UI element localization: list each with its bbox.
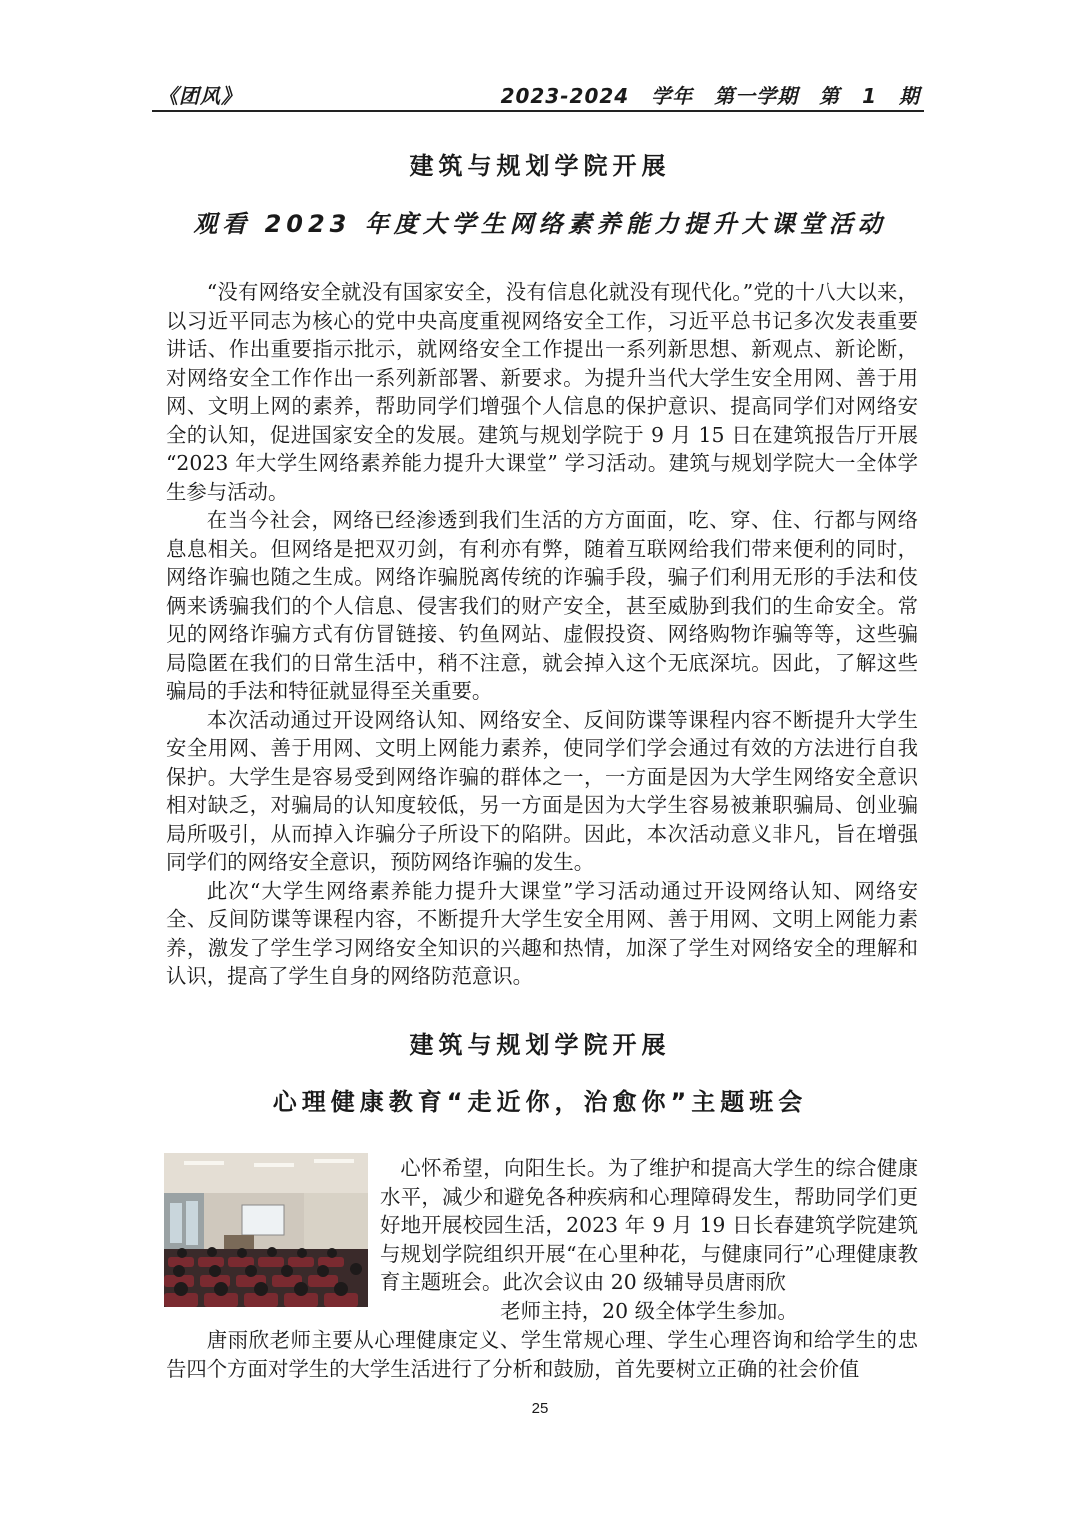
article1-paragraph: 在当今社会，网络已经渗透到我们生活的方方面面，吃、穿、住、行都与网络息息相关。但网络是把双刃剑，有利亦有弊，随着互联网给我们带来便利的同时，网络诈骗也随之生成。网络诈骗脱离传统的诈骗手段，骗子们利用无形的手法和伎俩来诱骗我们的个人信息、侵害我们的财产安全，甚至威胁到我们的生命安全。常见的网络诈骗方式有仿冒链接、钓鱼网站、虚假投资、网络购物诈骗等等，这些骗局隐匿在我们的日常生活中，稍不注意，就会掉入这个无底深坑。因此，了解这些骗局的手法和特征就显得至关重要。 — [166, 508, 918, 703]
article2-intro-paragraph: 心怀希望，向阳生长。为了维护和提高大学生的综合健康水平，减少和避免各种疾病和心理障碍发生，帮助同学们更好地开展校园生活，2023 年 9 月 19 日长春建筑学院建筑与规划学院组织开展“在心里种花，与健康同行”心理健康教育主题班会。此次会议由 20 级辅导员唐雨欣 — [380, 1156, 918, 1294]
article1-paragraph: 本次活动通过开设网络认知、网络安全、反间防谍等课程内容不断提升大学生安全用网、善于用网、文明上网能力素养，使同学们学会通过有效的方法进行自我保护。大学生是容易受到网络诈骗的群体之一，一方面是因为大学生网络安全意识相对缺乏，对骗局的认知度较低，另一方面是因为大学生容易被兼职骗局、创业骗局所吸引，从而掉入诈骗分子所设下的陷阱。因此，本次活动意义非凡，旨在增强同学们的网络安全意识，预防网络诈骗的发生。 — [166, 707, 918, 874]
page-header — [152, 80, 924, 112]
article2-title-line1: 建筑与规划学院开展 — [409, 1031, 671, 1059]
article2-intro — [380, 1154, 918, 1325]
article2-intro-last-line: 老师主持，20 级全体学生参加。 — [500, 1298, 798, 1323]
classroom-photo — [164, 1153, 368, 1307]
article1-paragraph: “没有网络安全就没有国家安全，没有信息化就没有现代化。”党的十八大以来，以习近平同志为核心的党中央高度重视网络安全工作，习近平总书记多次发表重要讲话、作出重要指示批示，就网络安全工作提出一系列新思想、新观点、新论断，对网络安全工作作出一系列新部署、新要求。为提升当代大学生安全用网、善于用网、文明上网的素养，帮助同学们增强个人信息的保护意识、提高同学们对网络安全的认知，促进国家安全的发展。建筑与规划学院于 9 月 15 日在建筑报告厅开展 “2023 年大学生网络素养能力提升大课堂” 学习活动。建筑与规划学院大一全体学生参与活动。 — [166, 280, 918, 504]
article2-paragraph: 唐雨欣老师主要从心理健康定义、学生常规心理、学生心理咨询和给学生的忠告四个方面对学生的大学生活进行了分析和鼓励，首先要树立正确的社会价值 — [166, 1328, 918, 1381]
article1-title-line1: 建筑与规划学院开展 — [409, 152, 671, 180]
article1-title-line2: 观看 2023 年度大学生网络素养能力提升大课堂活动 — [193, 210, 887, 238]
publication-name: 《团风》 — [158, 84, 242, 108]
page-number: 25 — [531, 1400, 549, 1417]
article1-paragraph: 此次“大学生网络素养能力提升大课堂”学习活动通过开设网络认知、网络安全、反间防谍等课程内容，不断提升大学生安全用网、善于用网、文明上网能力素养，激发了学生学习网络安全知识的兴趣和热情，加深了学生对网络安全的理解和认识，提高了学生自身的网络防范意识。 — [166, 878, 918, 988]
article1-body — [166, 278, 918, 991]
issue-info: 2023-2024 学年 第一学期 第 1 期 — [500, 84, 920, 108]
article2-title-line2: 心理健康教育“走近你，治愈你”主题班会 — [272, 1088, 808, 1116]
article2-body — [166, 1326, 918, 1383]
